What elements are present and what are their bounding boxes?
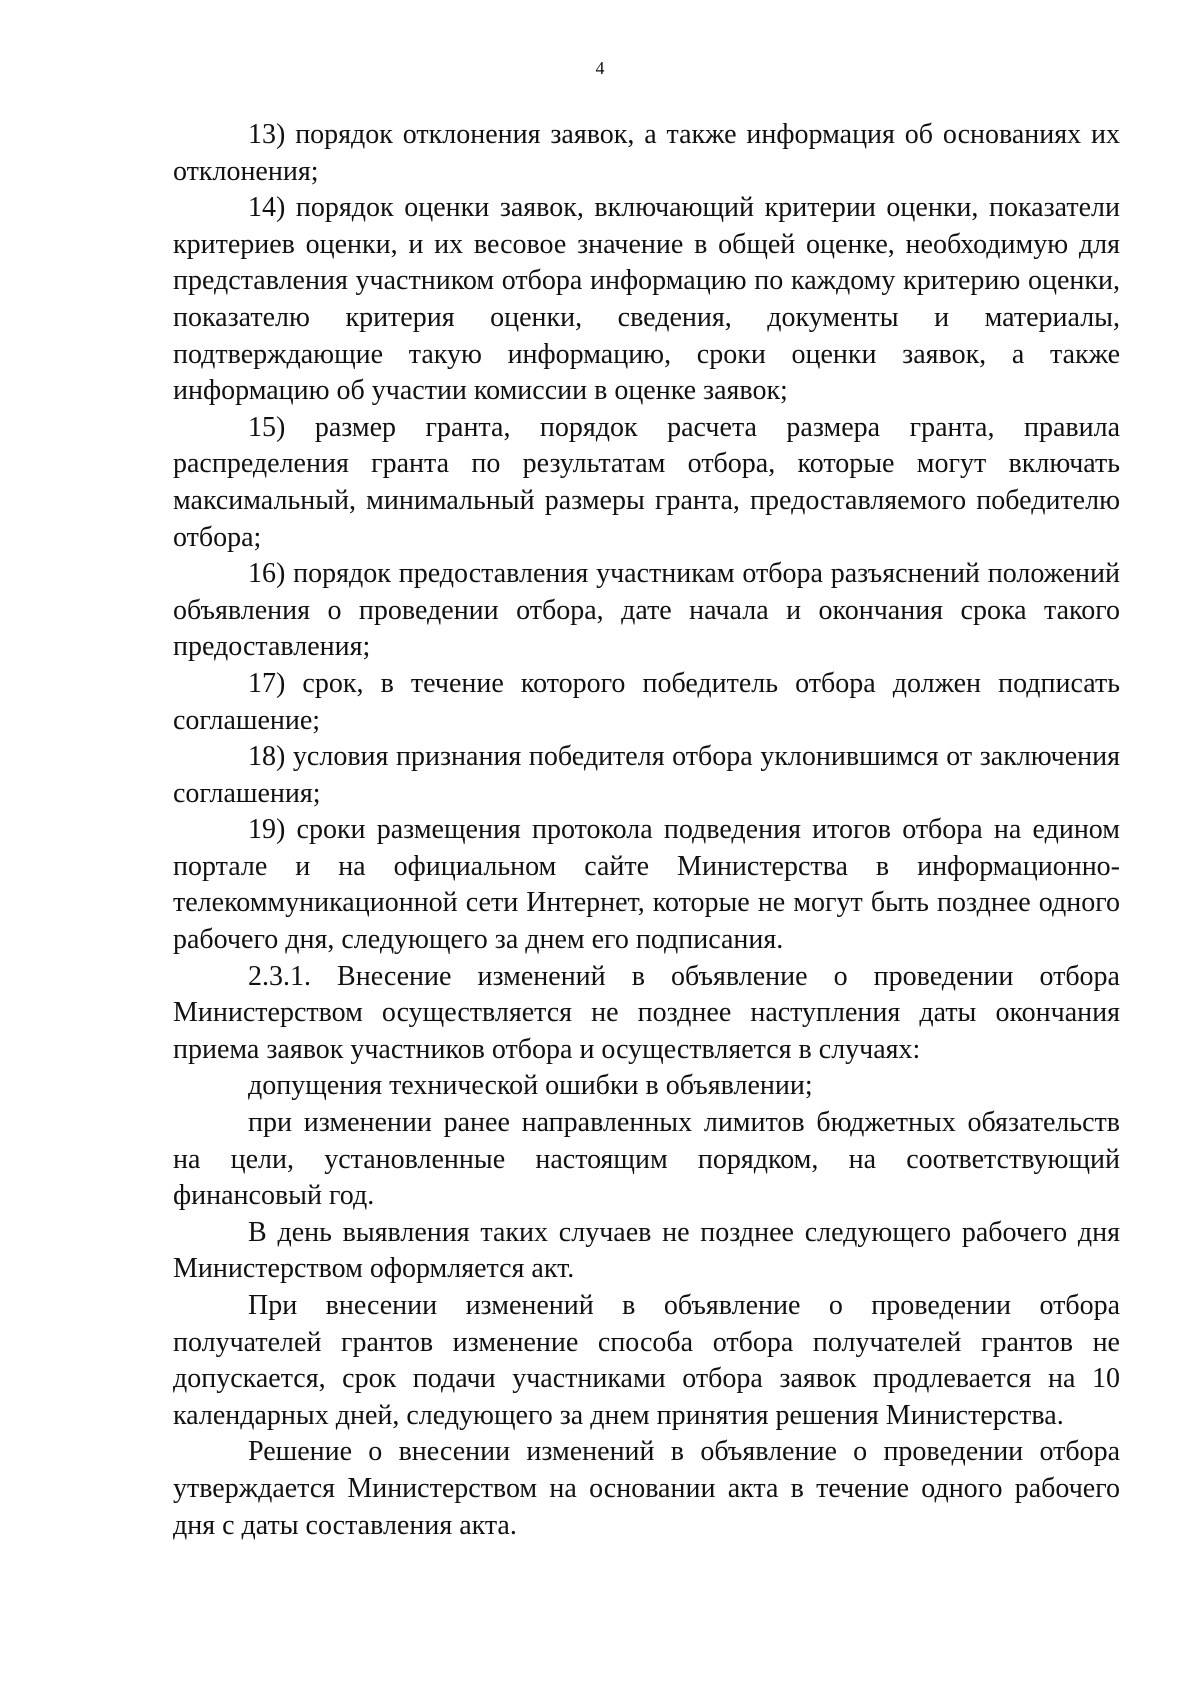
paragraph-item-17: 17) срок, в течение которого победитель отбора должен подписать соглашение; — [173, 667, 1120, 736]
paragraph-item-13: 13) порядок отклонения заявок, а также информация об основаниях их отклонения; — [173, 119, 1120, 187]
paragraph-item-19: 19) сроки размещения протокола подведения итогов отбора на едином портале и на официальном сайте Министерства в информационно-телекоммуникационной сети Интернет, которые не могут быть позднее одного рабочего дня, следующего за днем его подписания. — [173, 814, 1120, 956]
paragraph-item-14: 14) порядок оценки заявок, включающий критерии оценки, показатели критериев оценки, и их весовое значение в общей оценке, необходимую для представления участником отбора информацию по каждому критерию оценки, показателю критерия оценки, сведения, документы и материалы, подтверждающие такую информацию, сроки оценки заявок, а также информацию об участии комиссии в оценке заявок; — [173, 192, 1120, 407]
paragraph-decision-approval: Решение о внесении изменений в объявление о проведении отбора утверждается Министерством на основании акта в течение одного рабочего дня с даты составления акта. — [173, 1436, 1120, 1541]
paragraph-item-18: 18) условия признания победителя отбора уклонившимся от заключения соглашения; — [173, 741, 1120, 809]
paragraph-case-limits-change: при изменении ранее направленных лимитов бюджетных обязательств на цели, установленные настоящим порядком, на соответствующий финансовый год. — [173, 1107, 1120, 1212]
page-number: 4 — [595, 58, 605, 78]
paragraph-item-15: 15) размер гранта, порядок расчета размера гранта, правила распределения гранта по результатам отбора, которые могут включать максимальный, минимальный размеры гранта, предоставляемого победителю отбора; — [173, 411, 1120, 553]
document-body — [173, 117, 1120, 1544]
paragraph-deadline-extension: При внесении изменений в объявление о проведении отбора получателей грантов изменение способа отбора получателей грантов не допускается, срок подачи участниками отбора заявок продлевается на 10 календарных дней, следующего за днем принятия решения Министерства. — [173, 1290, 1120, 1431]
paragraph-section-2-3-1: 2.3.1. Внесение изменений в объявление о проведении отбора Министерством осуществляется не позднее наступления даты окончания приема заявок участников отбора и осуществляется в случаях: — [173, 960, 1120, 1065]
paragraph-item-16: 16) порядок предоставления участникам отбора разъяснений положений объявления о проведении отбора, дате начала и окончания срока такого предоставления; — [173, 558, 1120, 663]
paragraph-case-technical-error: допущения технической ошибки в объявлении; — [248, 1070, 813, 1102]
paragraph-act-registration: В день выявления таких случаев не позднее следующего рабочего дня Министерством оформляется акт. — [173, 1216, 1120, 1285]
